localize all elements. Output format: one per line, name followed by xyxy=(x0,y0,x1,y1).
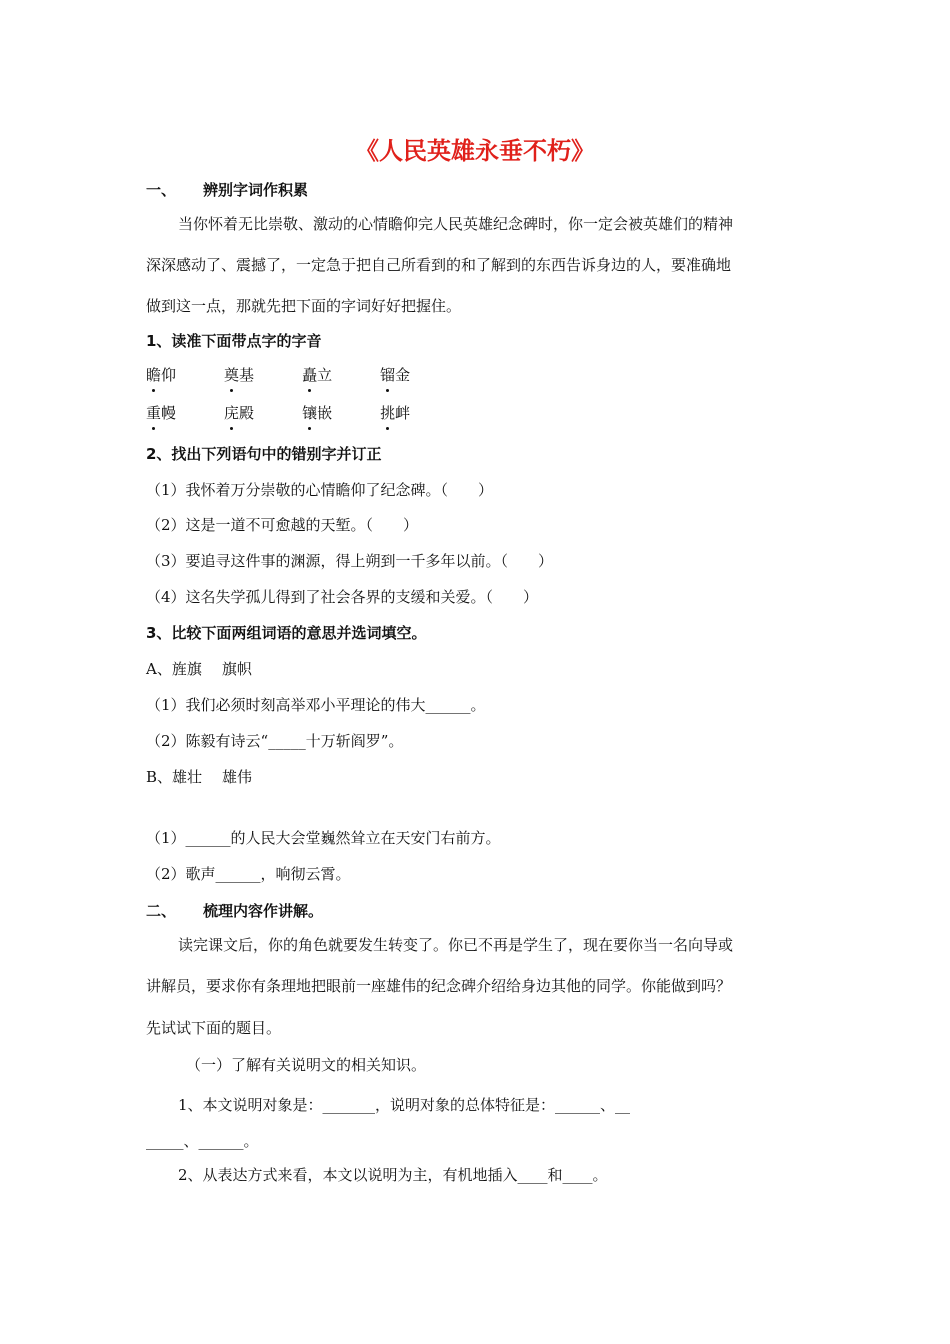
section-1-intro-line-1: 当你怀着无比崇敬、激动的心情瞻仰完人民英雄纪念碑时，你一定会被英雄们的精神 xyxy=(178,215,734,233)
group-b-item-2: （2）歌声______，响彻云霄。 xyxy=(146,865,351,883)
word-rest: 嵌 xyxy=(317,404,333,422)
question-2-item-3: （3）要追寻这件事的渊源，得上朔到一千多年以前。（ ） xyxy=(146,552,554,570)
section-2-number: 二、 xyxy=(146,902,177,920)
question-1-heading: 1、读准下面带点字的字音 xyxy=(146,332,322,350)
word-item xyxy=(224,366,254,384)
group-b-label: B、雄壮 xyxy=(146,768,203,786)
question-2-item-2: （2）这是一道不可愈越的天堑。（ ） xyxy=(146,516,419,534)
group-b-word-2: 雄伟 xyxy=(222,768,253,786)
section-2-item-1: 1、本文说明对象是：_______，说明对象的总体特征是：______、__ xyxy=(178,1096,631,1114)
group-a-word-2: 旗帜 xyxy=(221,660,252,678)
word-item xyxy=(224,404,254,422)
word-rest: 衅 xyxy=(395,404,411,422)
group-a-label: A、旌旗 xyxy=(146,660,202,678)
word-item xyxy=(380,366,410,384)
word-item xyxy=(302,366,332,384)
group-a-item-2: （2）陈毅有诗云“_____十万斩阎罗”。 xyxy=(146,732,404,750)
dotted-char: 奠 xyxy=(224,366,240,384)
dotted-char: 矗 xyxy=(302,366,318,384)
section-1-intro-line-2: 深深感动了、震撼了，一定急于把自己所看到的和了解到的东西告诉身边的人，要准确地 xyxy=(146,256,732,274)
word-rest: 仰 xyxy=(161,366,177,384)
word-rest: 基 xyxy=(239,366,255,384)
dotted-char: 镶 xyxy=(302,404,318,422)
group-a-item-1: （1）我们必须时刻高举邓小平理论的伟大______。 xyxy=(146,696,486,714)
section-2-intro-line-1: 读完课文后，你的角色就要发生转变了。你已不再是学生了，现在要你当一名向导或 xyxy=(178,936,734,954)
section-2-heading: 梳理内容作讲解。 xyxy=(203,902,324,920)
question-2-item-1: （1）我怀着万分崇敬的心情瞻仰了纪念碑。（ ） xyxy=(146,481,494,499)
group-b-item-1: （1）______的人民大会堂巍然耸立在天安门右前方。 xyxy=(146,829,501,847)
question-3-heading: 3、比较下面两组词语的意思并选词填空。 xyxy=(146,624,427,642)
word-item xyxy=(302,404,332,422)
group-a-words xyxy=(146,659,252,679)
group-b-words xyxy=(146,767,252,787)
section-1-heading: 辨别字词作积累 xyxy=(203,181,309,199)
word-item xyxy=(146,366,176,384)
section-2-intro-line-2: 讲解员，要求你有条理地把眼前一座雄伟的纪念碑介绍给身边其他的同学。你能做到吗？ xyxy=(146,977,732,995)
section-2-intro-line-3: 先试试下面的题目。 xyxy=(146,1019,282,1037)
dotted-char: 重 xyxy=(146,404,162,422)
word-rest: 金 xyxy=(395,366,411,384)
document-title: 《人民英雄永垂不朽》 xyxy=(355,136,595,165)
pinyin-row-1 xyxy=(146,365,410,385)
dotted-char: 瞻 xyxy=(146,366,162,384)
question-2-item-4: （4）这名失学孤儿得到了社会各界的支缓和关爱。（ ） xyxy=(146,588,539,606)
word-item xyxy=(380,404,410,422)
section-2-sub-heading: （一）了解有关说明文的相关知识。 xyxy=(186,1056,427,1074)
section-1-number: 一、 xyxy=(146,181,177,199)
dotted-char: 镏 xyxy=(380,366,396,384)
question-2-heading: 2、找出下列语句中的错别字并订正 xyxy=(146,445,382,463)
dotted-char: 挑 xyxy=(380,404,396,422)
word-item xyxy=(146,404,176,422)
section-2-item-1-cont: _____、______。 xyxy=(146,1132,259,1150)
pinyin-row-2 xyxy=(146,403,410,423)
word-rest: 殿 xyxy=(239,404,255,422)
word-rest: 幔 xyxy=(161,404,177,422)
dotted-char: 庑 xyxy=(224,404,240,422)
section-2-item-2: 2、从表达方式来看，本文以说明为主，有机地插入____和____。 xyxy=(178,1166,608,1184)
section-1-intro-line-3: 做到这一点，那就先把下面的字词好好把握住。 xyxy=(146,297,462,315)
word-rest: 立 xyxy=(317,366,333,384)
